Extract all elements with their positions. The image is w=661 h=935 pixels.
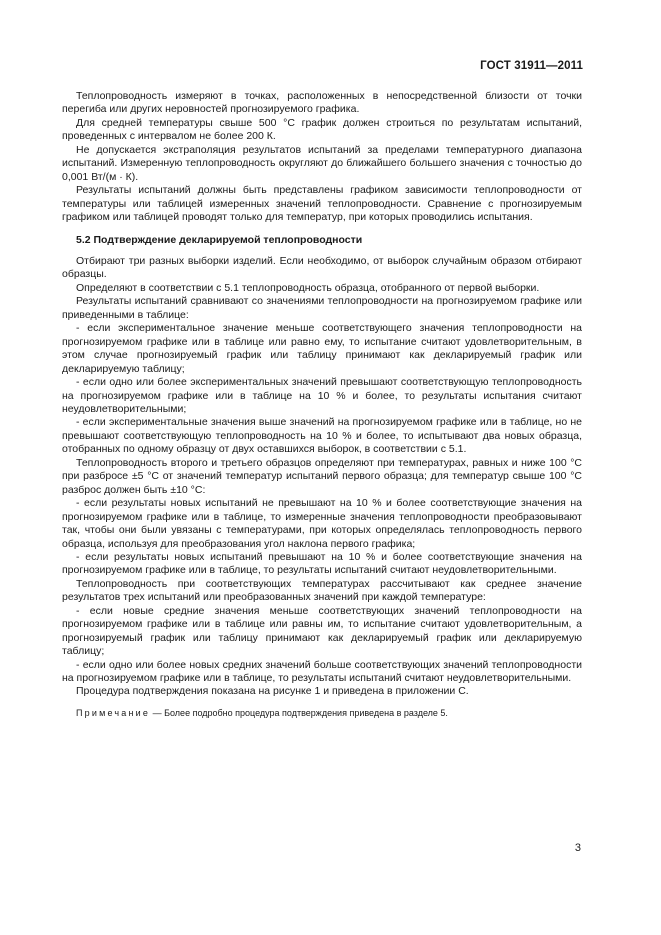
list-item: - если новые средние значения меньше соответствующих значений теплопроводности на прогнозируемом графике или в таблице или равны им, то испытание считают удовлетворительным, а прогнозируемый график или таблицу принимают как декларируемый график или декларируемую таблицу; <box>62 604 582 658</box>
paragraph: Определяют в соответствии с 5.1 теплопроводность образца, отобранного от первой выборки. <box>76 281 540 294</box>
paragraph: Теплопроводность при соответствующих температурах рассчитывают как среднее значение результатов трех испытаний или преобразованных значений при каждой температуре: <box>62 577 582 604</box>
standard-header: ГОСТ 31911—2011 <box>480 60 583 72</box>
note <box>62 707 582 719</box>
paragraph: Теплопроводность второго и третьего образцов определяют при температурах, равных и ниже 100 °С при разбросе ±5 °С от значений температур испытаний первого образца; для температур свыше 100 °С разброс должен быть ±10 °С: <box>62 456 582 496</box>
list-item: - если экспериментальное значение меньше соответствующего значения теплопроводности на прогнозируемом графике или в таблице или равно ему, то испытание считают удовлетворительным, в этом случае прогнозируемый график или таблицу принимают как декларируемый график или декларируемую таблицу; <box>62 322 582 375</box>
paragraph: Не допускается экстраполяция результатов испытаний за пределами температурного диапазона испытаний. Измеренную теплопроводность округляют до ближайшего большего значения с точностью до 0,001 Вт/(м · К). <box>62 143 582 183</box>
list-item: - если одно или более экспериментальных значений превышают соответствующую теплопроводность на прогнозируемом графике или в таблице на 10 % и более, то результаты испытания считают неудовлетворительными; <box>62 376 582 415</box>
paragraph: Теплопроводность измеряют в точках, расположенных в непосредственной близости от точки перегиба или других неровностей прогнозируемого графика. <box>62 90 582 116</box>
paragraph: Результаты испытаний сравнивают со значениями теплопроводности на прогнозируемом графике или приведенными в таблице: <box>62 295 582 321</box>
list-item: - если одно или более новых средних значений больше соответствующих значений теплопроводности на прогнозируемом графике или в таблице, то результаты испытаний считают неудовлетворительными. <box>62 658 582 685</box>
paragraph: Для средней температуры свыше 500 °С график должен строиться по результатам испытаний, проведенных с интервалом не более 200 К. <box>62 116 582 143</box>
note-text: — Более подробно процедура подтверждения приведена в разделе 5. <box>150 707 448 718</box>
paragraph: Процедура подтверждения показана на рисунке 1 и приведена в приложении С. <box>76 685 469 698</box>
list-item: - если результаты новых испытаний не превышают на 10 % и более соответствующие значения на прогнозируемом графике или в таблице, то измеренные значения теплопроводности преобразовывают так, чтобы они были увязаны с температурами, при которых определялась теплопроводность первого образца, используя для преобразования угол наклона первого графика; <box>62 497 582 550</box>
list-item: - если экспериментальные значения выше значений на прогнозируемом графике или в таблице, но не превышают соответствующую теплопроводность на 10 % и более, то испытывают два новых образца, отобранных по одному образцу от двух оставшихся выборок, в соответствии с 5.1. <box>62 416 582 456</box>
paragraph: Отбирают три разных выборки изделий. Если необходимо, от выборок случайным образом отбирают образцы. <box>62 254 582 281</box>
paragraph: Результаты испытаний должны быть представлены графиком зависимости теплопроводности от температуры или таблицей измеренных значений теплопроводности. Сравнение с прогнозируемым графиком или таблицей проводят только для температур, при которых проводились испытания. <box>62 184 582 224</box>
spacer <box>62 699 582 707</box>
note-label: Примечание <box>76 707 151 718</box>
list-item: - если результаты новых испытаний превышают на 10 % и более соответствующие значения на прогнозируемом графике или в таблице, то результаты испытаний считают неудовлетворительными. <box>62 550 582 577</box>
document-body <box>62 90 582 719</box>
section-heading: 5.2 Подтверждение декларируемой теплопроводности <box>76 233 363 246</box>
page-number: 3 <box>574 842 581 854</box>
